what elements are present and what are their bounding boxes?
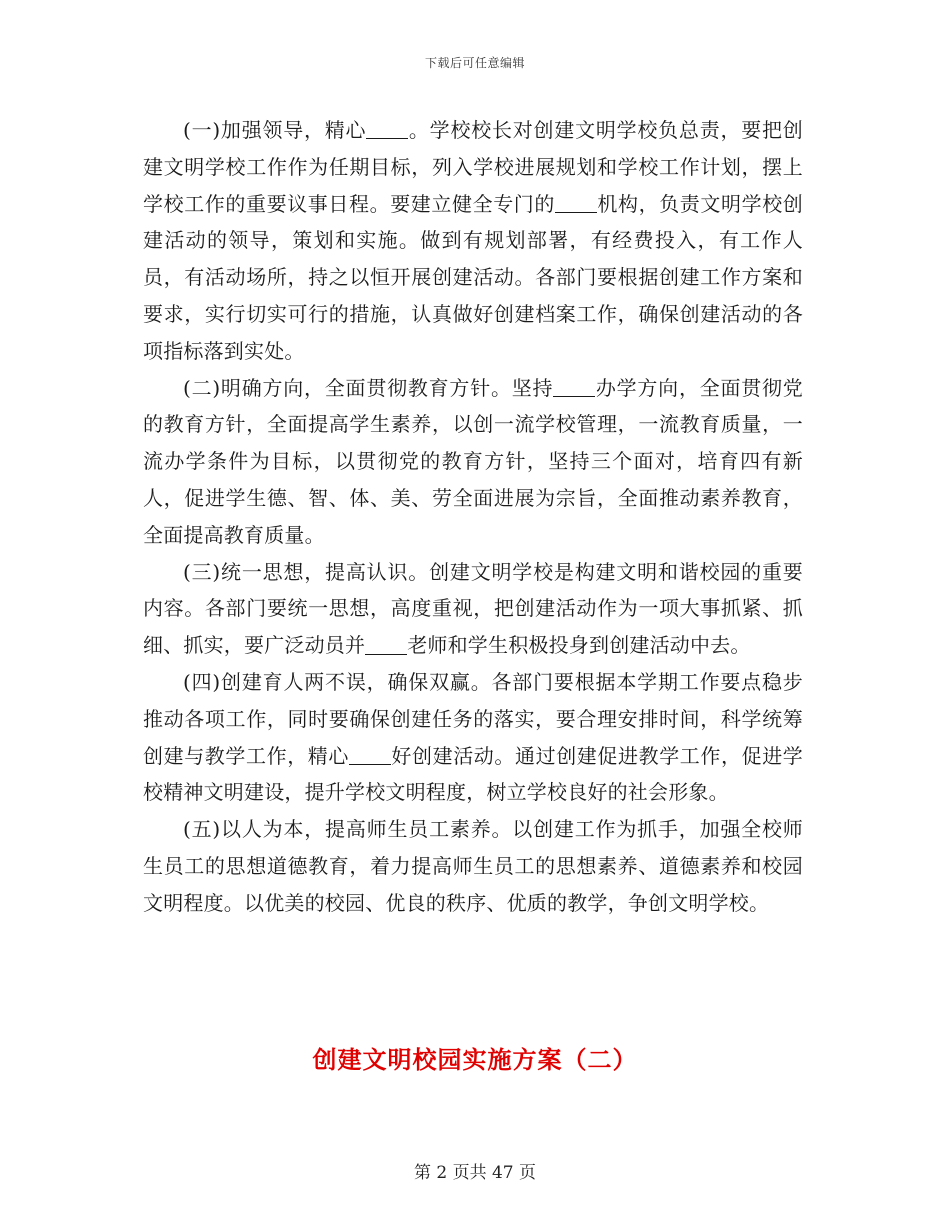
paragraph-text: (一)加强领导，精心 — [183, 118, 367, 142]
paragraph-text: 好创建活动。通过创建促进教学工作，促进学校精神文明建设，提升学校文明程度，树立学校良好的社会形象。 — [143, 743, 803, 805]
section-title: 创建文明校园实施方案（二） — [312, 1045, 638, 1074]
paragraph-text: (五)以人为本，提高师生员工素养。以创建工作为抓手，加强全校师生员工的思想道德教育，着力提高师生员工的思想素养、道德素养和校园文明程度。以优美的校园、优良的秩序、优质的教学，争创文明学校。 — [143, 817, 803, 915]
document-body — [143, 112, 803, 922]
paragraph-text: 办学方向，全面贯彻党的教育方针，全面提高学生素养，以创一流学校管理，一流教育质量，一流办学条件为目标，以贯彻党的教育方针，坚持三个面对，培育四有新人，促进学生德、智、体、美、劳全面进展为宗旨，全面推动素养教育，全面提高教育质量。 — [143, 375, 804, 547]
paragraph-leadership — [143, 112, 803, 370]
page-number: 第 2 页共 47 页 — [413, 1163, 537, 1183]
paragraph-direction — [143, 370, 803, 554]
page-header: 下载后可任意编辑 — [424, 56, 525, 70]
fill-in-blank — [555, 192, 597, 213]
fill-in-blank — [553, 376, 595, 397]
paragraph-text: (四)创建育人两不误，确保双赢。各部门要根据本学期工作要点稳步推动各项工作，同时要确保创建任务的落实，要合理安排时间，科学统筹创建与教学工作，精心 — [143, 669, 803, 768]
paragraph-text: (三)统一思想，提高认识。创建文明学校是构建文明和谐校园的重要内容。各部门要统一思想，高度重视，把创建活动作为一项大事抓紧、抓细、抓实，要广泛动员并 — [143, 559, 803, 658]
paragraph-education — [143, 664, 803, 811]
paragraph-text: 机构，负责文明学校创建活动的领导，策划和实施。做到有规划部署，有经费投入，有工作人员，有活动场所，持之以恒开展创建活动。各部门要根据创建工作方案和要求，实行切实可行的措施，认真做好创建档案工作，确保创建活动的各项指标落到实处。 — [143, 191, 803, 363]
fill-in-blank — [349, 744, 391, 765]
fill-in-blank — [366, 118, 408, 139]
paragraph-text: 。学校校长对创建文明学校负总责，要把创建文明学校工作作为任期目标，列入学校进展规划和学校工作计划，摆上学校工作的重要议事日程。要建立健全专门的 — [143, 118, 803, 216]
paragraph-text: (二)明确方向，全面贯彻教育方针。坚持 — [183, 375, 554, 400]
paragraph-people — [143, 811, 803, 921]
paragraph-text: 老师和学生积极投身到创建活动中去。 — [407, 633, 751, 658]
paragraph-thinking — [143, 554, 803, 664]
fill-in-blank — [365, 634, 407, 655]
